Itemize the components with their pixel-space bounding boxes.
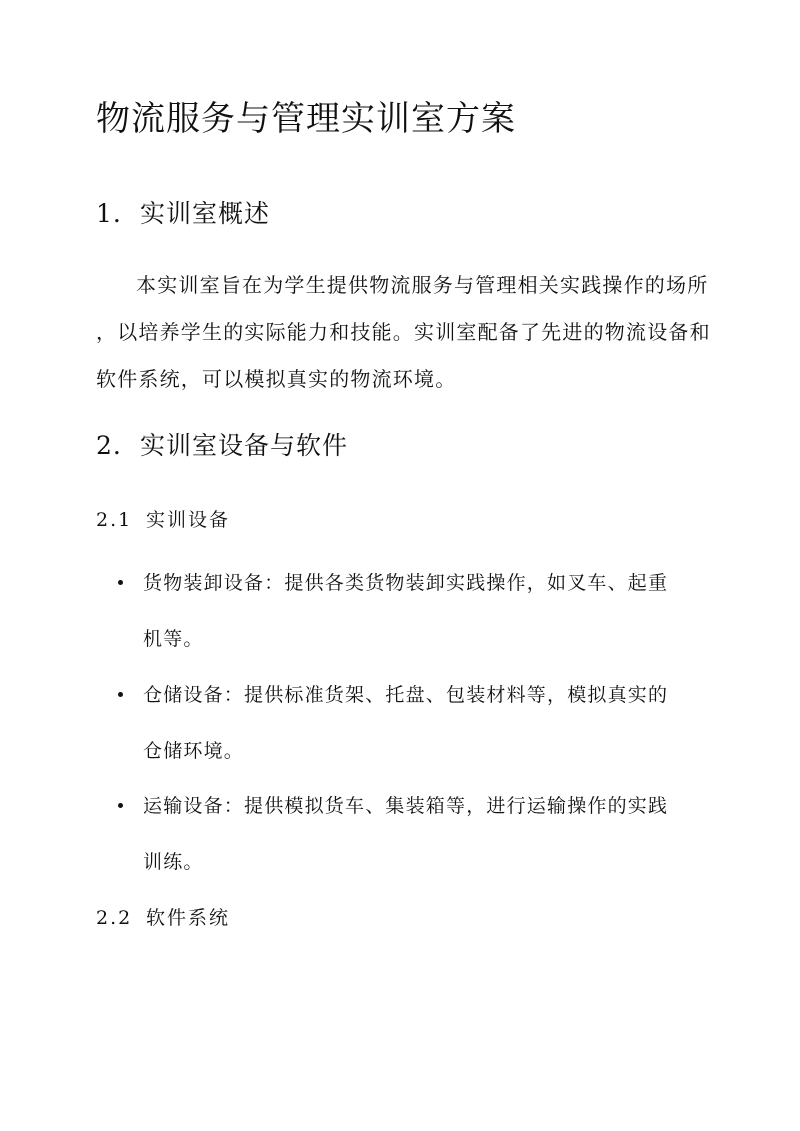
section-title: 实训室设备与软件 bbox=[140, 431, 349, 460]
section-number: 1. bbox=[96, 199, 122, 228]
section-heading-equipment-software bbox=[96, 428, 348, 464]
document-title: 物流服务与管理实训室方案 bbox=[96, 99, 516, 139]
bullet-item-transport-equipment bbox=[118, 778, 718, 890]
bullet-line: 机等。 bbox=[143, 628, 204, 650]
paragraph-line: 软件系统，可以模拟真实的物流环境。 bbox=[96, 367, 457, 391]
bullet-line: 仓储设备：提供标准货架、托盘、包装材料等，模拟真实的 bbox=[143, 684, 669, 706]
subsection-number: 2.1 bbox=[96, 509, 133, 531]
section-title: 实训室概述 bbox=[140, 199, 271, 228]
subsection-number: 2.2 bbox=[96, 907, 133, 929]
paragraph-line: ，以培养学生的实际能力和技能。实训室配备了先进的物流设备和 bbox=[96, 320, 711, 344]
subsection-heading-equipment bbox=[96, 505, 230, 535]
bullet-line: 训练。 bbox=[143, 851, 204, 873]
section-heading-overview bbox=[96, 196, 270, 232]
bullet-dot-icon bbox=[118, 803, 123, 808]
bullet-line: 运输设备：提供模拟货车、集装箱等，进行运输操作的实践 bbox=[143, 795, 669, 817]
paragraph-line: 本实训室旨在为学生提供物流服务与管理相关实践操作的场所 bbox=[136, 273, 709, 297]
bullet-item-storage-equipment bbox=[118, 667, 718, 779]
bullet-dot-icon bbox=[118, 692, 123, 697]
subsection-heading-software bbox=[96, 903, 230, 933]
bullet-dot-icon bbox=[118, 580, 123, 585]
section-number: 2. bbox=[96, 431, 122, 460]
subsection-title: 软件系统 bbox=[146, 907, 231, 929]
bullet-line: 仓储环境。 bbox=[143, 740, 245, 762]
bullet-line: 货物装卸设备：提供各类货物装卸实践操作，如叉车、起重 bbox=[143, 572, 669, 594]
overview-paragraph bbox=[96, 262, 716, 403]
subsection-title: 实训设备 bbox=[146, 509, 231, 531]
bullet-item-loading-equipment bbox=[118, 555, 718, 667]
